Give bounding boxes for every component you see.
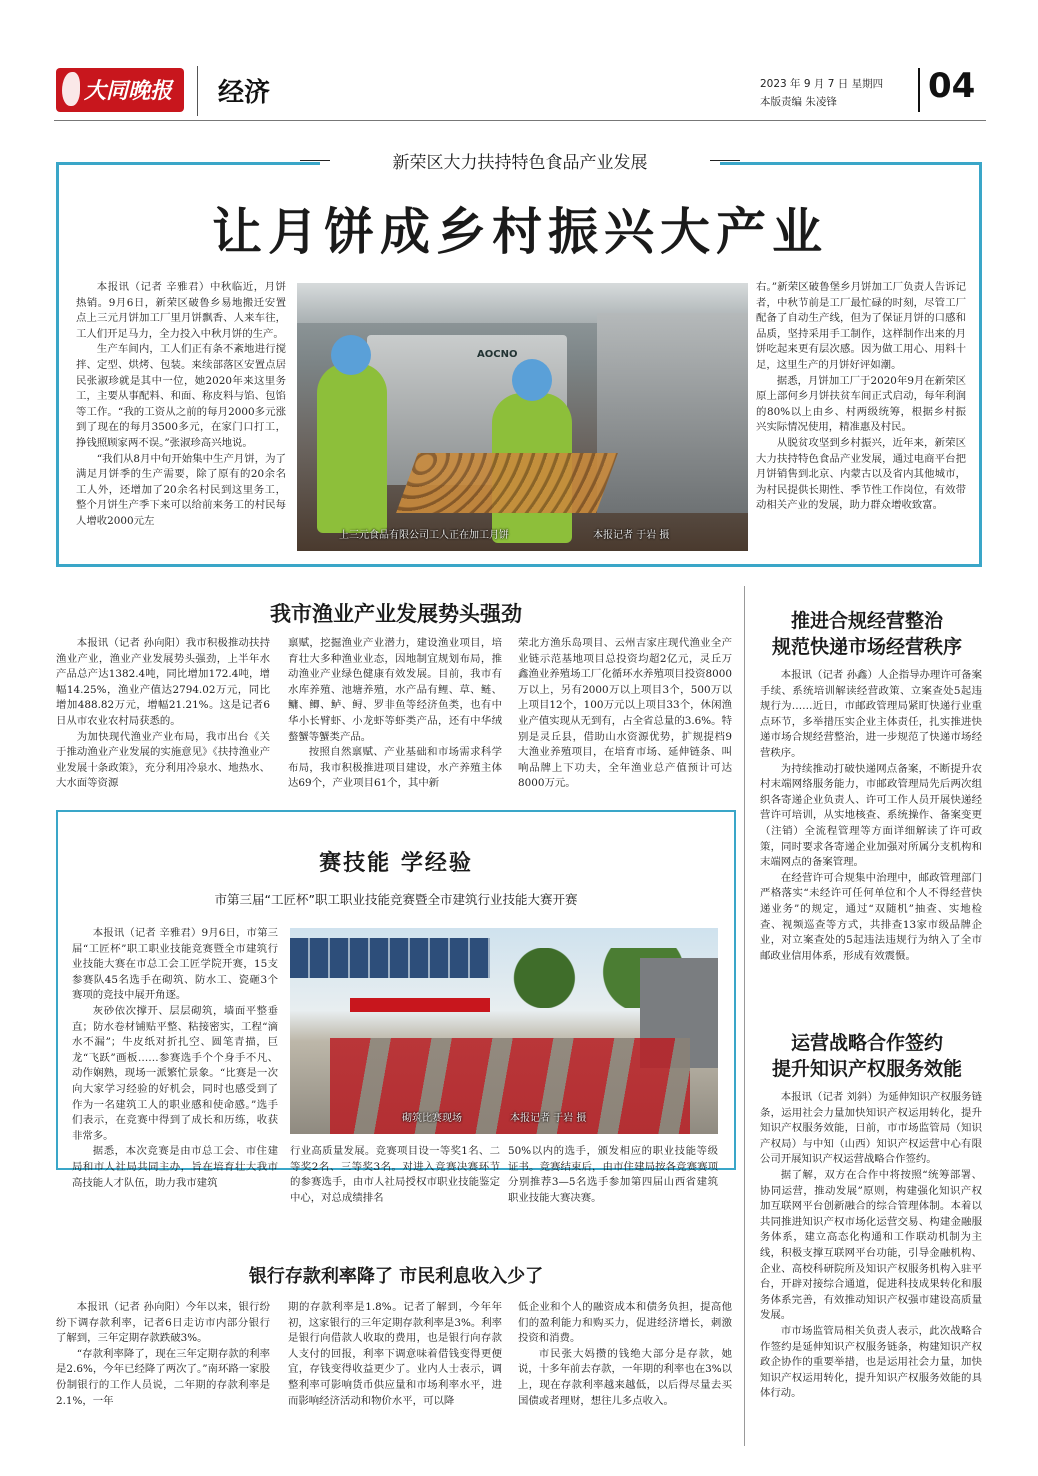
skills-photo [290,928,718,1134]
paragraph: 市民张大妈攒的钱绝大部分是存款，她说，十多年前去存款，一年期的利率也在3%以上，现在存款利率越来越低，以后得尽量去买国债或者理财，想往儿多点收入。 [518,1347,732,1407]
feature-photo-caption: 上三元食品有限公司工人正在加工月饼 [339,530,509,541]
paragraph: 行业高质量发展。竞赛项目设一等奖1名、二等奖2名、三等奖3名。对进入竞赛决赛环节的参赛选手，由市人社局授权市职业技能鉴定中心，对总成绩排名 [290,1145,500,1204]
paragraph: 据悉，本次竞赛是由市总工会、市住建局和市人社局共同主办，旨在培育壮大我市高技能人才队伍，助力我市建筑 [72,1145,278,1189]
paragraph: 右。”新荣区破鲁堡乡月饼加工厂负责人告诉记者，中秋节前是工厂最忙碌的时刻，尽管工厂配备了自动生产线，但为了保证月饼的口感和品质，坚持采用手工制作，这样制作出来的月饼吃起来更有层次感。因为做工用心、用料十足，这里生产的月饼好评如潮。 [756,281,966,371]
bank-col1 [56,1300,270,1460]
mooncake-tray [396,453,618,513]
paragraph: 据悉，月饼加工厂于2020年9月在新荣区原上部何乡月饼扶贫车间正式启动，每年利润的80%以上由乡、村两级统筹，根据乡村振兴实际情况使用，精准惠及村民。 [756,374,966,434]
skills-photo-caption: 砌筑比赛现场 [402,1113,462,1124]
page-number: 04 [928,66,976,106]
page-editor: 本版责编 朱凌锋 [760,96,837,108]
express-title-line1: 推进合规经营整治 [790,610,943,632]
red-banner [350,998,490,1012]
paragraph: 灰砂依次撑开、层层砌筑，墙面平整垂直；防水卷材铺贴平整、粘接密实，工程“滴水不漏”；牛皮纸对折扎空、圆笔青描，巨龙“飞跃”画板……参赛选手个个身手不凡、动作娴熟，现场一派繁忙景象。“比赛是一次向大家学习经验的好机会，同时也感受到了作为一名建筑工人的职业感和使命感。”选手们表示，在竞赛中得到了成长和历练，收获非常多。 [72,1004,278,1142]
paragraph: 低企业和个人的融资成本和债务负担，提高他们的盈利能力和购买力，促进经济增长，刺激投资和消费。 [518,1301,732,1345]
paragraph: 从脱贫攻坚到乡村振兴，近年来，新荣区大力扶持特色食品产业发展，通过电商平台把月饼销售到北京、内蒙古以及省内其他城市，为村民提供长期性、季节性工作岗位，有效带动相关产业的发展，助力群众增收致富。 [756,436,966,512]
solar-panels [290,938,490,978]
bank-title: 银行存款利率降了 市民利息收入少了 [248,1266,544,1287]
paragraph: 荣北方渔乐岛项目、云州吉家庄现代渔业全产业链示范基地项目总投资均超2亿元，灵丘万鑫渔业养殖场工厂化循环水养殖项目投资8000万以上，另有2000万以上项目3个，500万以上项目12个，100万元以上项目33个，休闲渔业产值实现从无到有，占全省总量的3.6%。特别是灵丘县，借助山水资源优势，扩规提档9大渔业养殖项目，在培育市场、延伸链条、叫响品牌上下功夫，全年渔业总产值预计可达8000万元。 [518,637,732,790]
worker-left [317,363,387,533]
express-body [760,668,982,1014]
paragraph: 为加快现代渔业产业布局，我市出台《关于推动渔业产业发展的实施意见》《扶持渔业产业发展十条政策》，充分利用冷泉水、地热水、大水面等资源 [56,730,270,790]
paragraph: 本报讯（记者 辛雅君）9月6日，市第三届“工匠杯”职工职业技能竞赛暨全市建筑行业技能大赛在市总工会工匠学院开赛，15支参赛队45名选手在砌筑、防水工、瓷砸3个赛项的竞技中展开角逐。 [72,927,278,1002]
paragraph: 本报讯（记者 刘斜）为延伸知识产权服务链条，运用社会力量加快知识产权运用转化，提升知识产权服务效能，日前，市市场监管局（知识产权局）与中知（山西）知识产权运营中心有限公司开展知识产权运营战略合作签约。 [760,1091,982,1166]
skills-col2 [290,1144,500,1204]
paragraph: 期的存款利率是1.8%。记者了解到，今年年初，这家银行的三年定期存款利率是3%。利率是银行向借款人收取的费用，也是银行向存款人支付的回报，利率下调意味着借钱变得更便宜，存钱变得收益更少了。业内人士表示，调整利率可影响货币供应量和市场利率水平，进而影响经济活动和物价水平，可以降 [288,1301,502,1407]
fishery-title: 我市渔业产业发展势头强劲 [270,602,522,626]
skills-col3 [508,1144,718,1204]
feature-left-text [76,280,286,556]
fishery-col1 [56,636,270,804]
ip-body [760,1090,982,1458]
feature-title: 让月饼成乡村振兴大产业 [212,203,828,261]
paragraph: 生产车间内，工人们正有条不紊地进行搅拌、定型、烘烤、包装。来续部落区安置点居民张淑珍就是其中一位，她2020年来这里务工，主要从事配料、和面、称皮料与馅、包馅等工作。“我的工资从之前的每月2000多元涨到了现在的每月3500多元，在家门口打工，挣钱照顾家两不误。”张淑珍高兴地说。 [76,343,286,449]
paragraph: “我们从8月中旬开始集中生产月饼，为了满足月饼季的生产需要，除了原有的20余名工人外，还增加了20余名村民到这里务工，整个月饼生产季下来可以给前来务工的村民每人增收2000元左 [76,452,286,527]
paragraph: 在经营许可合规集中治理中，邮政管理部门严格落实“未经许可任何单位和个人不得经营快递业务”的规定，通过“双随机”抽查、实地检查、视频巡查等方式，共排查13家市级品牌企业，对立案查处的5起违法违规行为纳入了全市邮政业信用体系，形成有效震慑。 [760,871,982,962]
fishery-col3 [518,636,732,804]
bank-col2 [288,1300,502,1460]
paragraph: 市市场监管局相关负责人表示，此次战略合作签约是延伸知识产权服务链条，构建知识产权政企协作的重要举措，也是运用社会力量，加快知识产权运用转化，提升知识产权服务效能的具体行动。 [760,1324,982,1400]
skills-photo-credit: 本报记者 于岩 摄 [510,1113,587,1124]
express-title-line2: 规范快递市场经营秩序 [771,636,962,658]
right-column-divider [744,586,745,1446]
skills-subtitle: 市第三届“工匠杯”职工职业技能竞赛暨全市建筑行业技能大赛开赛 [214,892,578,907]
ip-title-line2: 提升知识产权服务效能 [771,1058,962,1080]
paragraph: 按照自然禀赋、产业基础和市场需求科学布局，我市积极推进项目建设，水产养殖主体达69个，产业项目61个，其中新 [288,746,502,790]
paragraph: 为持续推动打破快递网点备案，不断提升农村末端网络服务能力，市邮政管理局先后两次组织各寄递企业负责人、许可工作人员开展快递经营许可培训，从实地核查、系统操作、备案变更（注销）全流程管理等方面详细解读了许可政策，同时要求各寄递企业加强对所属分支机构和末端网点的备案管理。 [760,762,982,869]
worker-right-head [512,359,552,401]
paragraph: 本报讯（记者 孙向阳）我市积极推动扶持渔业产业，渔业产业发展势头强劲，上半年水产品总产达1382.4吨，同比增加172.4吨，增幅14.25%，渔业产值达2794.02万元，同比增加488.82万元，增幅21.21%。这是记者6日从市农业农村局获悉的。 [56,637,270,727]
paragraph: 据了解，双方在合作中将按照“统筹部署、协同运营，推动发展”原则，构建强化知识产权加互联网平台创新融合的综合管理体制。本着以共同推进知识产权市场化运营交易、构建金融服务体系，建立高态化构通和工作联动机制为主线，积极支撑互联网平台功能，引导金融机构、企业、高校科研院所及知识产权服务机构入驻平台，开辟对接综合通道，促进科技成果转化和服务体系完善，有效推动知识产权强市建设高质量发展。 [760,1168,982,1322]
right-machine [597,313,748,513]
masthead-rule [54,120,986,121]
paragraph: 本报讯（记者 辛雅君）中秋临近，月饼热销。9月6日，新荣区破鲁乡易地搬迁安置点上三元月饼加工厂里月饼飘香、人来车往，工人们开足马力，全力投入中秋月饼的生产。 [76,281,286,340]
logo-flame-icon [62,72,80,106]
issue-date: 2023 年 9 月 7 日 星期四 [760,78,884,90]
paragraph: 本报讯（记者 孙向阳）今年以来，银行纷纷下调存款利率，记者6日走访市内部分银行了解到，三年定期存款跌破3%。 [56,1301,270,1345]
skills-col1 [72,926,278,1189]
feature-kicker: 新荣区大力扶持特色食品产业发展 [392,153,648,173]
worker-left-head [331,335,371,375]
oven-brand: AOCNO [477,349,518,360]
logo-divider [197,66,198,116]
paragraph: 禀赋，挖掘渔业产业潜力，建设渔业项目，培育壮大多种渔业业态，因地制宜规划布局，推动渔业产业绿色健康有效发展。目前，我市有水库养殖、池塘养殖，水产品有鲤、草、鲢、鳙、鲫、鲈、鲟、罗非鱼等经济鱼类，也有中华小长臂虾、小龙虾等虾类产品，还有中华绒螯蟹等蟹类产品。 [288,637,502,743]
feature-photo-credit: 本报记者 于岩 摄 [593,530,670,541]
skills-title: 赛技能 学经验 [319,851,473,876]
ip-title-line1: 运营战略合作签约 [790,1032,943,1054]
logo-text: 大同晚报 [84,79,173,104]
paragraph: 本报讯（记者 孙鑫）人企指导办理许可备案手续、系统培训解读经营政策、立案查处5起违规行为……近日，市邮政管理局紧盯快递行业重点环节，多举措压实企业主体责任，扎实推进快递市场合规经营整治，进一步规范了快递市场经营秩序。 [760,669,982,759]
fishery-col2 [288,636,502,804]
bank-col3 [518,1300,732,1460]
section-name: 经济 [218,78,271,108]
masthead [0,0,1038,130]
paragraph: 50%以内的选手，颁发相应的职业技能等级证书。竞赛结束后，由市住建局按各竞赛赛项分别推荐3—5名选手参加第四届山西省建筑职业技能大赛决赛。 [508,1145,718,1204]
paragraph: “存款利率降了，现在三年定期存款的利率是2.6%，今年已经降了两次了。”南环路一家股份制银行的工作人员说，二年期的存款利率是2.1%，一年 [56,1347,270,1407]
page-number-divider [918,68,920,112]
feature-right-text [756,280,966,556]
feature-photo [297,283,748,551]
